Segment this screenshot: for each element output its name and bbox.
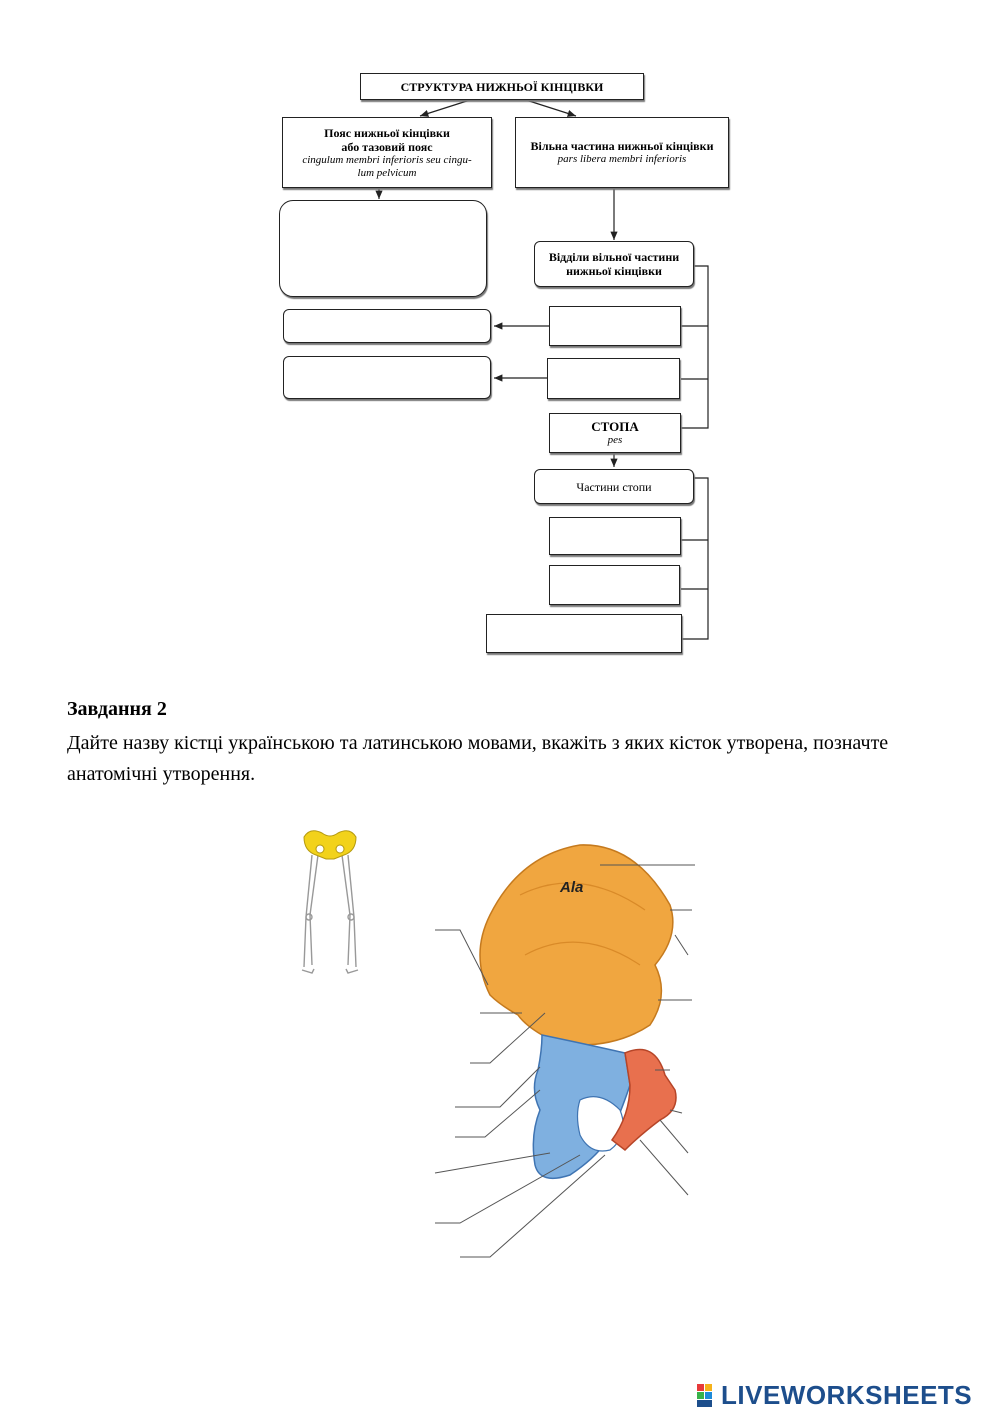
foot-part-answer-2[interactable]	[549, 565, 680, 605]
free-part-title: Вільна частина нижньої кінцівки	[530, 139, 714, 153]
foot-part-answer-3[interactable]	[486, 614, 682, 653]
girdle-latin2: lum pelvicum	[357, 166, 417, 179]
free-part-box	[515, 117, 729, 188]
foot-part-answer-1[interactable]	[549, 517, 681, 555]
liveworksheets-icon	[697, 1384, 721, 1408]
foot-label: СТОПА	[591, 419, 639, 434]
shin-latin-answer-box[interactable]	[283, 356, 491, 399]
ilium-region	[480, 845, 673, 1045]
girdle-latin1: cingulum membri inferioris seu cingu-	[302, 153, 472, 166]
liveworksheets-text: LIVEWORKSHEETS	[721, 1380, 973, 1410]
hip-bone-figure	[430, 835, 700, 1265]
girdle-answer-box[interactable]	[279, 200, 487, 297]
diagram-title: СТРУКТУРА НИЖНЬОЇ КІНЦІВКИ	[400, 79, 604, 94]
task-text: Дайте назву кістці українською та латинською мовами, вкажіть з яких кісток утворена, позначте анатомічні утворення.	[67, 732, 889, 785]
diagram-connectors	[0, 0, 1000, 700]
skeleton-thumbnail	[290, 825, 370, 985]
task-heading: Завдання 2	[67, 698, 167, 720]
shin-answer-box[interactable]	[547, 358, 680, 399]
girdle-box	[282, 117, 492, 188]
ala-label: Ala	[560, 879, 584, 896]
girdle-line1: Пояс нижньої кінцівки	[324, 125, 450, 140]
sections-line1: Відділи вільної частини	[548, 250, 680, 264]
sections-line2: нижньої кінцівки	[566, 264, 662, 278]
girdle-line2: або тазовий пояс	[341, 139, 433, 154]
foot-parts-box	[534, 469, 694, 504]
thigh-latin-answer-box[interactable]	[283, 309, 491, 343]
diagram-title-box	[360, 73, 644, 100]
foot-parts-label: Частини стопи	[576, 479, 652, 494]
thigh-answer-box[interactable]	[549, 306, 681, 346]
foot-latin: pes	[607, 434, 623, 446]
foot-box	[549, 413, 681, 453]
free-part-latin: pars libera membri inferioris	[557, 153, 687, 165]
sections-box	[534, 241, 694, 287]
liveworksheets-logo	[697, 1380, 972, 1411]
